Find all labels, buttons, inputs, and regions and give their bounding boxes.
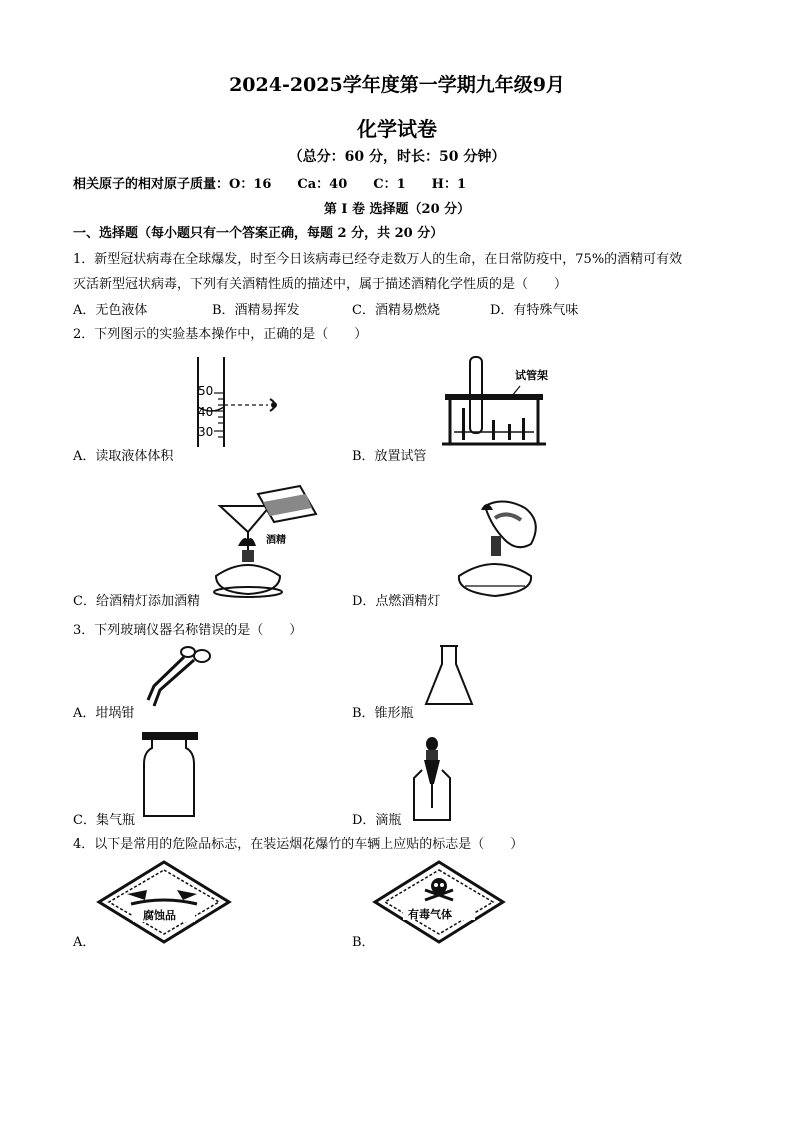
cylinder-tick-40: 40 — [198, 405, 214, 419]
test-tube-rack-figure — [440, 352, 570, 452]
crucible-tongs-figure — [140, 644, 220, 714]
exam-title-line2: 化学试卷 — [357, 117, 437, 141]
q2-option-c[interactable]: C．给酒精灯添加酒精 — [73, 594, 200, 609]
bottle-label: 酒精 — [266, 535, 286, 546]
q1-option-a[interactable]: A．无色液体 — [73, 303, 148, 318]
q1-option-d[interactable]: D．有特殊气味 — [490, 303, 579, 318]
q3-option-c[interactable]: C．集气瓶 — [73, 813, 135, 828]
atomic-masses: 相关原子的相对原子质量：O：16 Ca：40 C：1 H：1 — [73, 177, 466, 192]
q2-option-d[interactable]: D．点燃酒精灯 — [352, 594, 441, 609]
q3-option-b[interactable]: B．锥形瓶 — [352, 706, 414, 721]
q2-option-b[interactable]: B．放置试管 — [352, 449, 427, 464]
gas-bottle-figure — [140, 730, 202, 820]
q1-stem-line1: 1．新型冠状病毒在全球爆发，时至今日该病毒已经夺走数万人的生命，在日常防疫中，75%的酒精可有效 — [73, 252, 683, 267]
section-title: 第 I 卷 选择题（20 分） — [323, 202, 471, 217]
eye-icon — [270, 399, 277, 411]
toxic-gas-sign-icon — [373, 860, 505, 944]
q4-option-b[interactable]: B． — [352, 935, 375, 950]
conical-flask-figure — [420, 644, 480, 708]
q3-option-a[interactable]: A．坩埚钳 — [73, 706, 135, 721]
corrosive-sign-icon — [97, 860, 232, 944]
q4-option-a[interactable]: A． — [73, 935, 96, 950]
exam-title-line1: 2024-2025学年度第一学期九年级9月 — [229, 74, 565, 96]
cylinder-tick-30: 30 — [198, 425, 214, 439]
cylinder-tick-50: 50 — [198, 384, 214, 398]
q2-option-a[interactable]: A．读取液体体积 — [73, 449, 174, 464]
q3-stem: 3．下列玻璃仪器名称错误的是（ ） — [73, 623, 303, 638]
toxic-gas-sign-label: 有毒气体 — [408, 908, 452, 921]
part1-heading: 一、选择题（每小题只有一个答案正确，每题 2 分，共 20 分） — [73, 226, 444, 241]
lamp-lighting-figure — [445, 496, 555, 600]
dropper-bottle-figure — [410, 736, 456, 822]
q3-option-d[interactable]: D．滴瓶 — [352, 813, 402, 828]
q1-option-b[interactable]: B．酒精易挥发 — [212, 303, 300, 318]
q1-stem-line2: 灭活新型冠状病毒，下列有关酒精性质的描述中，属于描述酒精化学性质的是（ ） — [73, 277, 568, 292]
exam-info: （总分：60 分，时长：50 分钟） — [288, 149, 506, 165]
rack-label: 试管架 — [515, 369, 548, 382]
q2-stem: 2．下列图示的实验基本操作中，正确的是（ ） — [73, 327, 368, 342]
q1-option-c[interactable]: C．酒精易燃烧 — [352, 303, 440, 318]
q4-stem: 4．以下是常用的危险品标志，在装运烟花爆竹的车辆上应贴的标志是（ ） — [73, 837, 524, 852]
corrosive-sign-label: 腐蚀品 — [143, 909, 176, 922]
